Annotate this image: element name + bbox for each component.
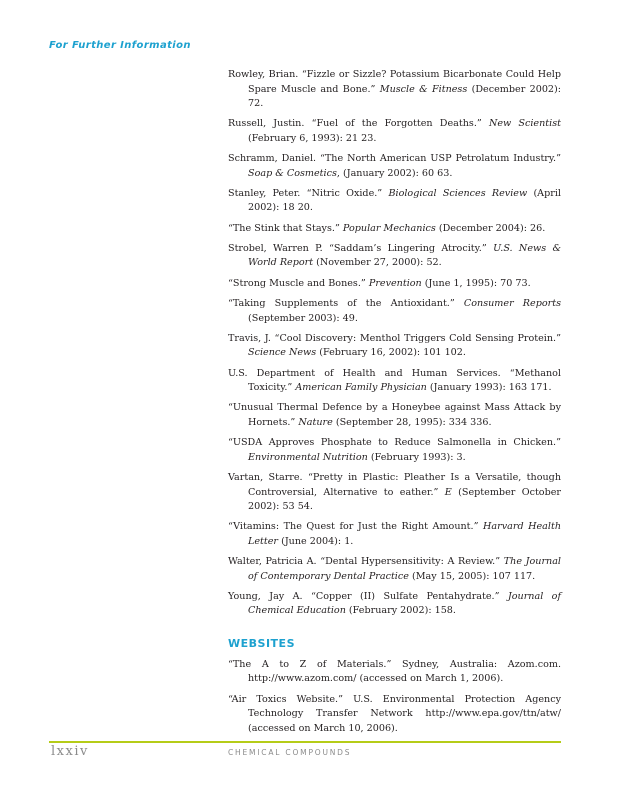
footer-rule xyxy=(49,741,561,743)
bibliography-entry: “The Stink that Stays.” Popular Mechanics (December 2004): 26. xyxy=(228,222,546,234)
bibliography-entry: “Unusual Thermal Defence by a Honeybee against Mass Attack by Hornets.” Nature (September 28, 1995): 334 336. xyxy=(228,402,561,428)
bibliography-entry: U.S. Department of Health and Human Services. “Methanol Toxicity.” American Family Physician (January 1993): 163 171. xyxy=(228,367,561,394)
bibliography-entry: Vartan, Starre. “Pretty in Plastic: Pleather Is a Versatile, though Controversial, Alternative to eather.” E (September October 2002): 53 54. xyxy=(228,472,561,513)
bibliography-entry: Walter, Patricia A. “Dental Hypersensitivity: A Review.” The Journal of Contemporary Dental Practice (May 15, 2005): 107 117. xyxy=(228,556,561,582)
journal-entries-list xyxy=(228,68,561,619)
bibliography-entry: Travis, J. “Cool Discovery: Menthol Triggers Cold Sensing Protein.” Science News (February 16, 2002): 101 102. xyxy=(228,332,561,359)
page-number: lxxiv xyxy=(51,744,89,759)
bibliography-entry: Young, Jay A. “Copper (II) Sulfate Pentahydrate.” Journal of Chemical Education (February 2002): 158. xyxy=(228,590,561,617)
bibliography-entry: Schramm, Daniel. “The North American USP Petrolatum Industry.” Soap & Cosmetics, (January 2002): 60 63. xyxy=(228,153,561,179)
running-head: For Further Information xyxy=(49,40,191,51)
bibliography-entry: “Vitamins: The Quest for Just the Right Amount.” Harvard Health Letter (June 2004): 1. xyxy=(228,521,561,547)
bibliography-entry: Rowley, Brian. “Fizzle or Sizzle? Potassium Bicarbonate Could Help Spare Muscle and Bone.” Muscle & Fitness (December 2002): 72. xyxy=(228,69,561,109)
bibliography-entry: “USDA Approves Phosphate to Reduce Salmonella in Chicken.” Environmental Nutrition (February 1993): 3. xyxy=(228,437,561,463)
bibliography-entry: “Taking Supplements of the Antioxidant.” Consumer Reports (September 2003): 49. xyxy=(228,298,561,324)
bibliography xyxy=(228,68,561,742)
bibliography-entry: Russell, Justin. “Fuel of the Forgotten Deaths.” New Scientist (February 6, 1993): 21 23. xyxy=(228,118,561,144)
websites-heading: WEBSITES xyxy=(228,636,295,650)
website-entry: “Air Toxics Website.” U.S. Environmental Protection Agency Technology Transfer Network http://www.epa.gov/ttn/atw/ (accessed on March 10, 2006). xyxy=(228,693,561,734)
bibliography-entry: “Strong Muscle and Bones.” Prevention (June 1, 1995): 70 73. xyxy=(228,277,531,289)
bibliography-entry: Stanley, Peter. “Nitric Oxide.” Biological Sciences Review (April 2002): 18 20. xyxy=(228,187,561,214)
bibliography-entry: Strobel, Warren P. “Saddam’s Lingering Atrocity.” U.S. News & World Report (November 27, 2000): 52. xyxy=(228,242,561,269)
websites-list xyxy=(228,658,561,736)
book-title: CHEMICAL COMPOUNDS xyxy=(228,748,352,757)
website-entry: “The A to Z of Materials.” Sydney, Australia: Azom.com. http://www.azom.com/ (accessed on March 1, 2006). xyxy=(228,658,561,685)
